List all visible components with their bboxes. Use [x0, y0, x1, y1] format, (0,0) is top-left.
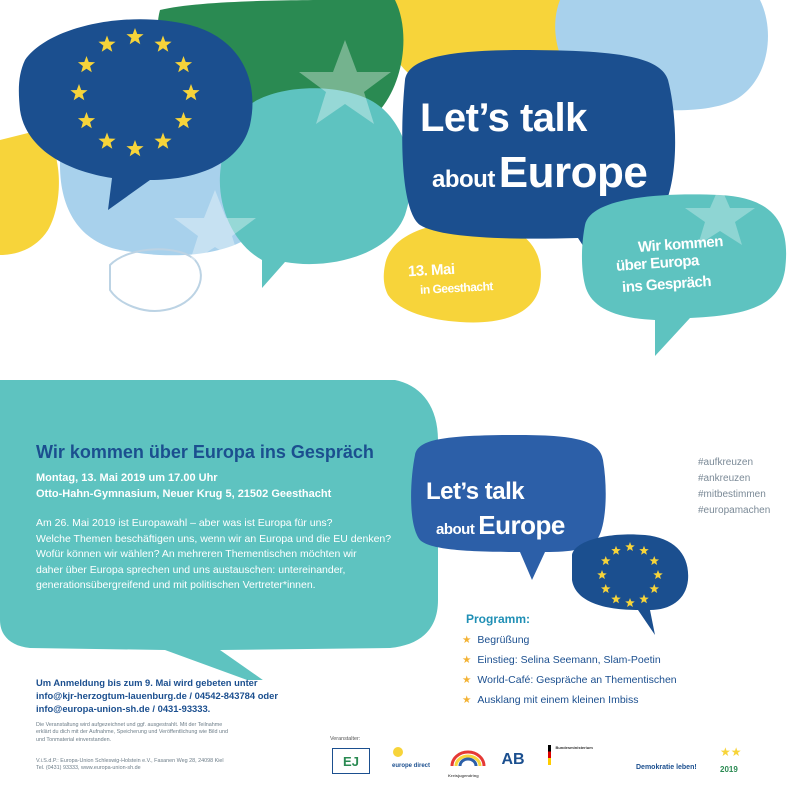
hashtag: #mitbestimmen	[698, 489, 766, 500]
date-bubble-line1: 13. Mai	[407, 260, 455, 281]
small-logo-about: about	[436, 521, 475, 538]
star-bullet-icon: ★	[462, 674, 472, 686]
programm-item: ★ Ausklang mit einem kleinen Imbiss	[462, 694, 639, 706]
german-flag-icon	[548, 745, 551, 765]
logo-2019: ★★ 2019	[720, 744, 774, 776]
programm-title: Programm:	[466, 612, 531, 626]
outline-bubble	[110, 249, 201, 311]
headline-line1: Let’s talk	[420, 96, 587, 140]
info-body-line: Am 26. Mai 2019 ist Europawahl – aber was ist Europa für uns?	[36, 517, 333, 529]
info-body-line: Welche Themen beschäftigen uns, wenn wir an Europa und die EU denken?	[36, 532, 392, 545]
registration-contact	[36, 676, 278, 715]
headline-about: about	[432, 166, 495, 193]
info-body-line: generationsübergreifend und mit politischen Vertreter*innen.	[36, 579, 316, 592]
info-body-line: daher über Europa sprechen und uns austauschen: untereinander,	[36, 563, 346, 576]
info-date-block	[36, 470, 331, 502]
privacy-note	[36, 722, 286, 744]
privacy-line: und Tonmaterial einverstanden.	[36, 736, 112, 743]
logo-europe-direct: europe direct	[392, 745, 436, 775]
speech-bubbles-artwork	[0, 0, 800, 380]
vsdp-note	[36, 758, 286, 773]
logo-kreisjugendring: Kreisjugendring	[448, 748, 488, 776]
info-body-line: Wofür können wir wählen? An mehreren Thementischen möchten wir	[36, 548, 357, 561]
info-body	[36, 516, 426, 594]
slogan-line2: über Europa	[615, 252, 700, 275]
info-title: Wir kommen über Europa ins Gespräch	[36, 442, 374, 462]
privacy-line: Die Veranstaltung wird aufgezeichnet und ggf. ausgestrahlt. Mit der Teilnahme	[36, 722, 223, 728]
star-icon	[392, 746, 404, 758]
logo-bundesministerium: Bundesministerium	[548, 745, 604, 775]
programm-item: ★ Begrüßung	[462, 634, 530, 646]
contact-line: Um Anmeldung bis zum 9. Mai wird gebeten unter	[36, 677, 258, 688]
slogan-line3: ins Gespräch	[621, 272, 712, 297]
star-bullet-icon: ★	[462, 654, 472, 666]
svg-text:★★: ★★	[720, 745, 742, 759]
small-logo-line2	[436, 510, 565, 541]
hashtag: #ankreuzen	[698, 473, 751, 484]
logo-demokratie-leben: Demokratie leben!	[636, 764, 697, 771]
hashtag: #aufkreuzen	[698, 457, 754, 468]
star-bullet-icon: ★	[462, 634, 472, 646]
small-logo-europe: Europe	[478, 510, 565, 540]
logo-ej: EJ	[332, 748, 370, 774]
stars-icon	[720, 744, 748, 760]
small-logo-line1: Let’s talk	[426, 478, 525, 505]
programm-item: ★ Einstieg: Selina Seemann, Slam-Poetin	[462, 654, 661, 666]
hashtag-list	[698, 455, 770, 519]
headline-line2	[432, 148, 647, 198]
logo-ab: AB	[501, 751, 525, 768]
date-bubble-line2: in Geesthacht	[419, 279, 494, 297]
programm-item: ★ World-Café: Gespräche an Thementischen	[462, 674, 677, 686]
vsdp-line: V.i.S.d.P.: Europa-Union Schleswig-Holstein e.V., Fasanen Weg 28, 24098 Kiel	[36, 758, 224, 764]
organizers-label: Veranstalter:	[330, 736, 361, 742]
small-eu-bubble	[572, 534, 688, 635]
headline-europe: Europe	[498, 148, 648, 197]
star-bullet-icon: ★	[462, 694, 472, 706]
hashtag: #europamachen	[698, 505, 771, 516]
info-date: Montag, 13. Mai 2019 um 17.00 Uhr	[36, 472, 218, 484]
privacy-line: erklärt du dich mit der Aufnahme, Speicherung und Veröffentlichung wie Bild und	[36, 729, 228, 736]
vsdp-line: Tel. (0431) 93333, www.europa-union-sh.de	[36, 765, 141, 772]
rainbow-icon	[448, 748, 488, 768]
contact-line[interactable]: info@europa-union-sh.de / 0431-93333.	[36, 703, 211, 714]
programm-list	[462, 630, 677, 710]
info-location: Otto-Hahn-Gymnasium, Neuer Krug 5, 21502 Geesthacht	[36, 488, 332, 500]
slogan-line1: Wir kommen	[637, 233, 724, 256]
contact-line[interactable]: info@kjr-herzogtum-lauenburg.de / 04542-843784 oder	[36, 690, 279, 701]
